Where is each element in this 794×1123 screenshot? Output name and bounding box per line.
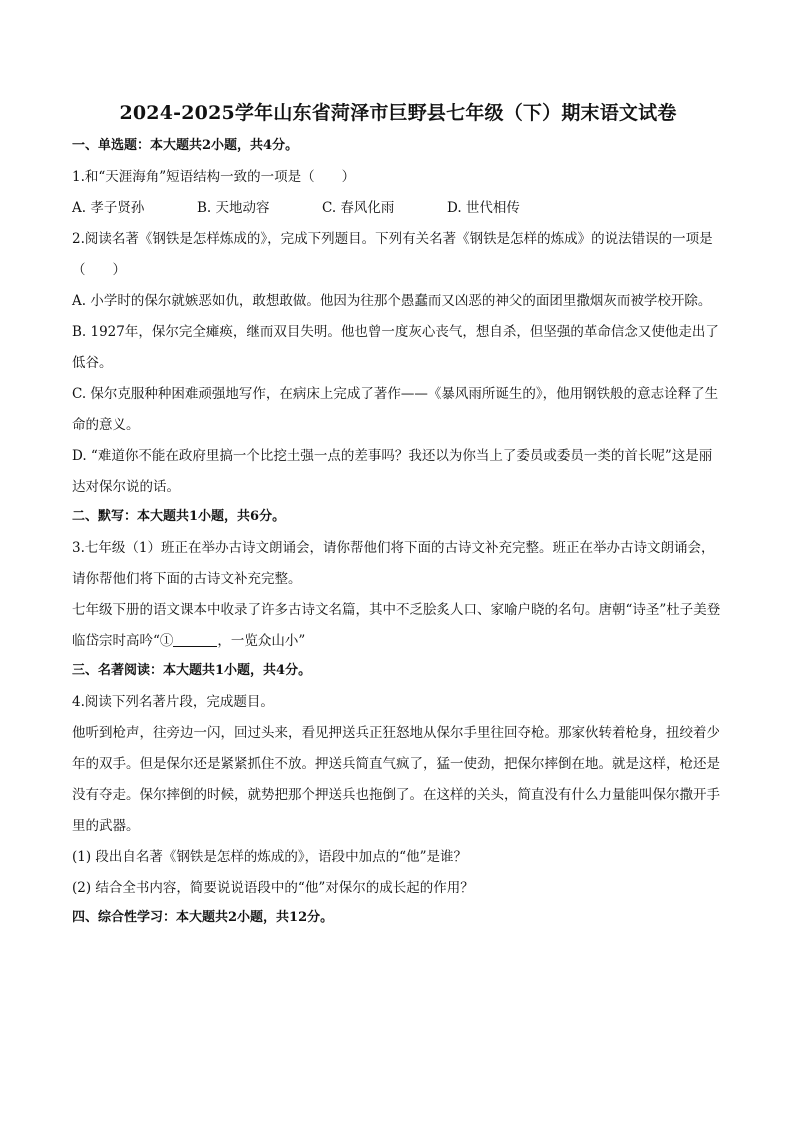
question-2-option-d: D. “难道你不能在政府里搞一个比挖土强一点的差事吗？我还以为你当上了委员或委员一类的首长呢”这是丽达对保尔说的话。 [72, 448, 713, 495]
question-2-option-c: C. 保尔克服种种困难顽强地写作，在病床上完成了著作——《暴风雨所诞生的》，他用钢铁般的意志诠释了生命的意义。 [72, 386, 719, 433]
exam-page [72, 100, 724, 934]
section-3-heading: 三、名著阅读：本大题共1小题，共4分。 [72, 663, 312, 678]
question-1-options [72, 193, 724, 224]
option-a: A. 孝子贤孙 [72, 200, 145, 216]
question-3-stem: 3.七年级（1）班正在举办古诗文朗诵会，请你帮他们将下面的古诗文补充完整。班正在举办古诗文朗诵会，请你帮他们将下面的古诗文补充完整。 [72, 540, 715, 587]
answer-blank[interactable] [173, 632, 217, 647]
question-3-intro-text: 七年级下册的语文课本中收录了许多古诗文名篇，其中不乏脍炙人口、家喻户晓的名句。唐朝“诗圣”杜子美登临岱宗时高吟“ [72, 602, 721, 649]
question-2-option-b: B. 1927年，保尔完全瘫痪，继而双目失明。他也曾一度灰心丧气，想自杀，但坚强的革命信念又使他走出了低谷。 [72, 324, 719, 371]
option-b: B. 天地动容 [197, 200, 270, 216]
blank-label: ① [159, 633, 174, 649]
section-4-heading: 四、综合性学习：本大题共2小题，共12分。 [72, 910, 334, 925]
question-2-option-a: A. 小学时的保尔就嫉恶如仇，敢想敢做。他因为往那个愚蠢而又凶恶的神父的面团里撒烟灰而被学校开除。 [72, 293, 712, 309]
option-c: C. 春风化雨 [322, 200, 395, 216]
question-3-tail: ，一览众山小” [217, 633, 306, 649]
question-4-passage: 他听到枪声，往旁边一闪，回过头来，看见押送兵正狂怒地从保尔手里往回夺枪。那家伙转着枪身，扭绞着少年的双手。但是保尔还是紧紧抓住不放。押送兵简直气疯了，猛一使劲，把保尔摔倒在地。就是这样，枪还是没有夺走。保尔摔倒的时候，就势把那个押送兵也拖倒了。在这样的关头，简直没有什么力量能叫保尔撒开手里的武器。 [72, 725, 720, 834]
question-4-sub-2: (2) 结合全书内容，简要说说语段中的“他”对保尔的成长起的作用？ [72, 880, 474, 896]
question-3-intro [72, 595, 724, 657]
section-2-heading: 二、默写：本大题共1小题，共6分。 [72, 509, 286, 524]
question-4-stem: 4.阅读下列名著片段，完成题目。 [72, 694, 274, 710]
question-4-sub-1: (1) 段出自名著《钢铁是怎样的炼成的》，语段中加点的“他”是谁？ [72, 849, 467, 865]
question-2-stem: 2.阅读名著《钢铁是怎样炼成的》，完成下列题目。下列有关名著《钢铁是怎样的炼成》的说法错误的一项是（ ） [72, 231, 713, 278]
exam-title: 2024-2025学年山东省菏泽市巨野县七年级（下）期末语文试卷 [119, 102, 677, 124]
option-d: D. 世代相传 [447, 200, 520, 216]
section-1-heading: 一、单选题：本大题共2小题，共4分。 [72, 138, 299, 153]
question-1-stem: 1.和“天涯海角”短语结构一致的一项是（ ） [72, 169, 356, 185]
